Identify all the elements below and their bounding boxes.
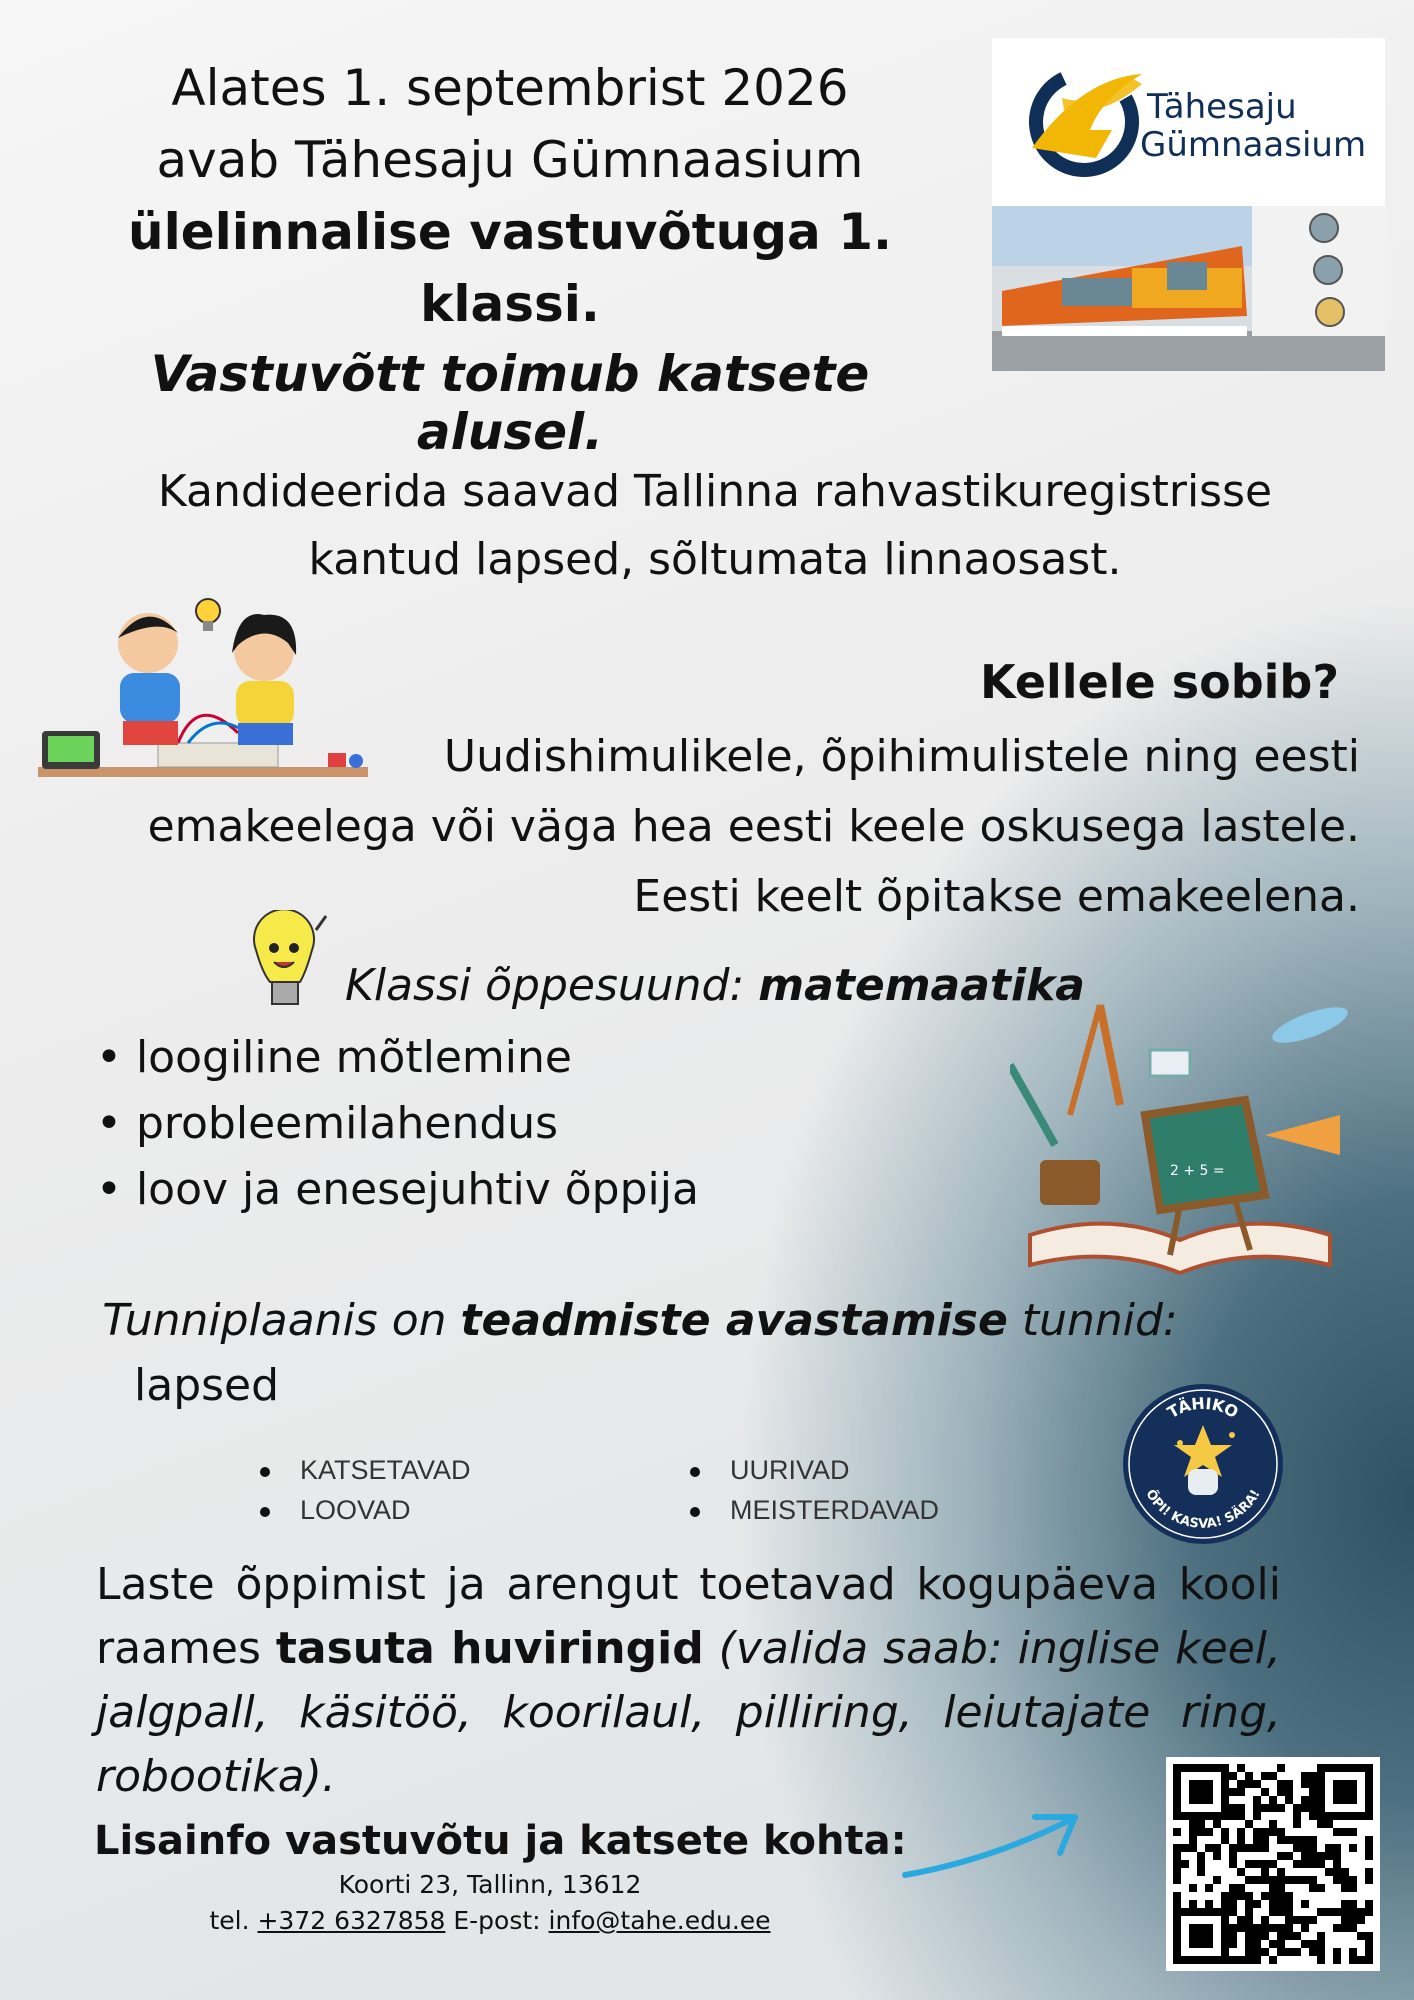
lessons-prefix: Tunniplaanis on (102, 1295, 461, 1346)
hobby-groups-text (96, 1553, 1281, 1809)
class-direction (345, 960, 1085, 1011)
suitable-line-1: Uudishimulikele, õpihimulistele ning eesti (443, 731, 1360, 782)
activity-item: MEISTERDAVAD (690, 1495, 939, 1526)
tel-label: tel. (209, 1906, 258, 1935)
suitable-text (80, 722, 1360, 932)
lightbulb-icon (196, 599, 220, 631)
email-label: E-post: (445, 1906, 549, 1935)
admission-note: Vastuvõtt toimub katsete alusel. (150, 345, 870, 461)
direction-value: matemaatika (758, 960, 1085, 1011)
logo-line-1: Tähesaju (1147, 87, 1297, 127)
suitable-line-3: Eesti keelt õpitakse emakeelena. (633, 871, 1360, 922)
email-link[interactable]: info@tahe.edu.ee (548, 1906, 771, 1935)
contact-line (190, 1903, 790, 1939)
phone-link[interactable]: +372 6327858 (257, 1906, 446, 1935)
activity-item: LOOVAD (260, 1495, 411, 1526)
eligibility-line-2: kantud lapsed, sõltumata linnaosast. (308, 534, 1122, 585)
headline (60, 52, 960, 340)
lessons-suffix: tunnid: (1007, 1295, 1178, 1346)
skill-item: • loov ja enesejuhtiv õppija (96, 1164, 699, 1215)
eligibility-text (60, 458, 1370, 594)
hobby-emphasis: tasuta huviringid (275, 1623, 704, 1674)
svg-text:2 + 5 =: 2 + 5 = (1170, 1163, 1225, 1179)
skill-item: • probleemilahendus (96, 1098, 559, 1149)
hobby-list: (valida saab: inglise keel, jalgpall, käsitöö, koorilaul, pilliring, leiutajate ring, robootika). (96, 1623, 1282, 1802)
tahiko-badge (1122, 1383, 1284, 1545)
lessons-line (60, 1295, 1220, 1346)
lessons-emphasis: teadmiste avastamise (460, 1295, 1008, 1346)
badge-bottom-text: ÕPI! KASVA! SÄRA! (1142, 1487, 1264, 1532)
badge-top-text: TÄHIKO (1164, 1393, 1242, 1423)
school-logo (992, 38, 1385, 206)
compass-icon (1070, 1005, 1120, 1115)
school-building-photo (992, 206, 1385, 371)
skills-list (96, 1025, 699, 1223)
eligibility-line-1: Kandideerida saavad Tallinna rahvastikuregistrisse (157, 466, 1273, 517)
headline-line-2: avab Tähesaju Gümnaasium (156, 131, 864, 189)
skill-item: • loogiline mõtlemine (96, 1032, 572, 1083)
direction-label: Klassi õppesuund: (345, 960, 759, 1011)
more-info-heading: Lisainfo vastuvõtu ja katsete kohta: (94, 1818, 907, 1864)
hobby-text: Laste õppimist ja arengut toetavad kogupäeva kooli raames (96, 1559, 1281, 1674)
math-supplies-illustration (1010, 995, 1355, 1280)
arrow-icon (900, 1805, 1085, 1885)
logo-line-2: Gümnaasium (1140, 125, 1367, 165)
kids-word: lapsed (134, 1360, 280, 1411)
activity-item: UURIVAD (690, 1455, 850, 1486)
suitable-line-2: emakeelega või väga hea eesti keele oskusega lastele. (147, 801, 1360, 852)
qr-code[interactable] (1166, 1757, 1380, 1971)
suitable-heading: Kellele sobib? (980, 655, 1340, 709)
star-g-logo-icon (992, 38, 1385, 206)
lightbulb-mascot-icon (246, 910, 334, 1018)
headline-line-3: ülelinnalise vastuvõtuga 1. klassi. (128, 203, 892, 333)
headline-line-1: Alates 1. septembrist 2026 (171, 59, 849, 117)
activity-item: KATSETAVAD (260, 1455, 471, 1486)
address: Koorti 23, Tallinn, 13612 (338, 1870, 642, 1899)
